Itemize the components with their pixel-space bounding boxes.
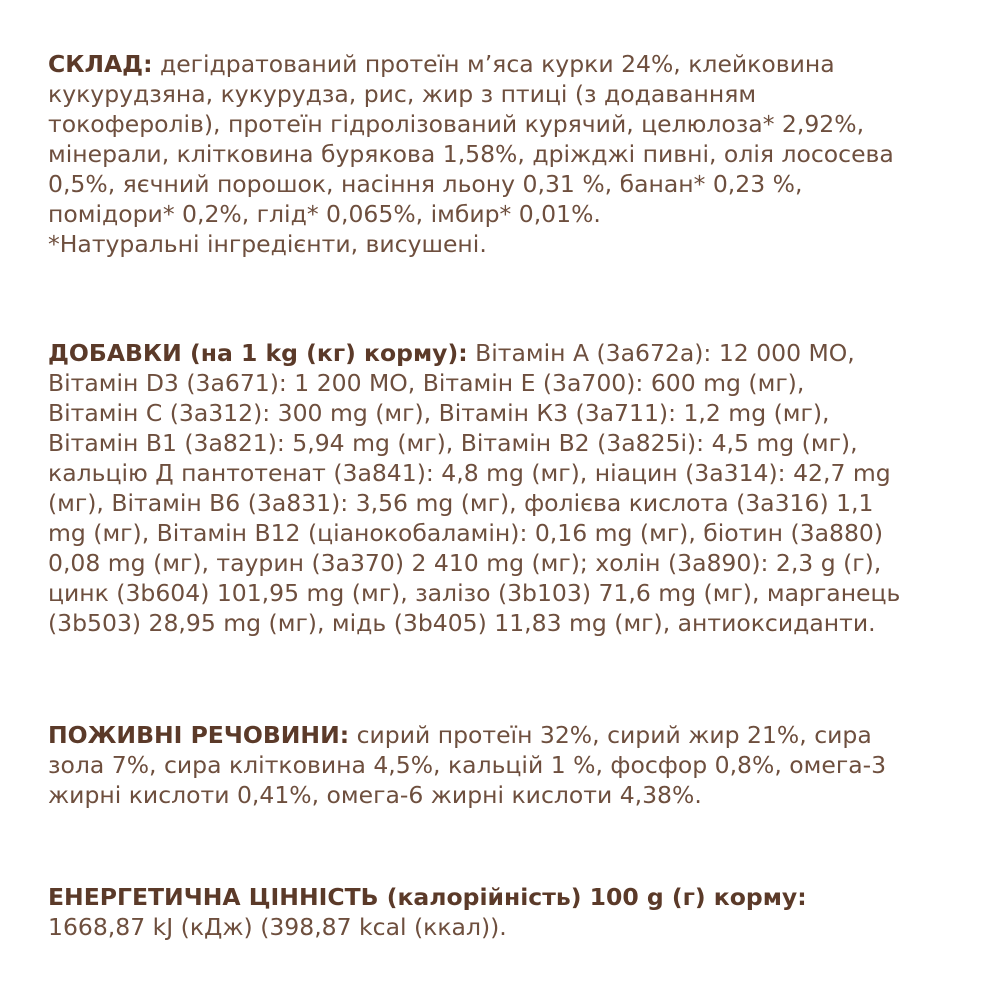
additives-line-7: mg (мг), Вітамін В12 (ціанокобаламін): 0,16 mg (мг), біотин (3a880) (48, 519, 884, 547)
additives-text: Вітамін А (3a672a): 12 000 МО, (467, 339, 855, 367)
additives-heading: ДОБАВКИ (на 1 kg (кг) корму): (48, 339, 468, 367)
composition-footnote: *Натуральні інгредієнти, висушені. (48, 230, 487, 258)
additives-line-9: цинк (3b604) 101,95 mg (мг), залізо (3b103) 71,6 mg (мг), марганець (48, 579, 901, 607)
composition-heading: СКЛАД: (48, 50, 153, 78)
composition-line-5: 0,5%, яєчний порошок, насіння льону 0,31 %, банан* 0,23 %, (48, 170, 803, 198)
additives-line-10: (3b503) 28,95 mg (мг), мідь (3b405) 11,83 mg (мг), антиоксиданти. (48, 609, 876, 637)
additives-section (48, 338, 963, 638)
composition-line-2: кукурудзяна, кукурудза, рис, жир з птиці (з додаванням (48, 80, 757, 108)
additives-line-6: (мг), Вітамін В6 (3a831): 3,56 mg (мг), фолієва кислота (3a316) 1,1 (48, 489, 874, 517)
composition-line-1 (48, 49, 963, 79)
nutrients-heading: ПОЖИВНІ РЕЧОВИНИ: (48, 721, 350, 749)
additives-line-8: 0,08 mg (мг), таурин (3a370) 2 410 mg (мг); холін (3a890): 2,3 g (г), (48, 549, 882, 577)
composition-text: дегідратований протеїн м’яса курки 24%, клейковина (152, 50, 835, 78)
energy-section (48, 882, 963, 942)
nutrients-line-1 (48, 720, 963, 750)
composition-line-3: токоферолів), протеїн гідролізований курячий, целюлоза* 2,92%, (48, 110, 865, 138)
composition-line-6: помідори* 0,2%, глід* 0,065%, імбир* 0,01%. (48, 200, 601, 228)
energy-value: 1668,87 kJ (кДж) (398,87 kcal (ккал)). (48, 913, 507, 941)
additives-line-2: Вітамін D3 (3a671): 1 200 МО, Вітамін Е (3a700): 600 mg (мг), (48, 369, 805, 397)
additives-line-1 (48, 338, 963, 368)
composition-line-4: мінерали, клітковина бурякова 1,58%, дріжджі пивні, олія лососева (48, 140, 894, 168)
nutrients-section (48, 720, 963, 810)
nutrients-line-3: жирні кислоти 0,41%, омега-6 жирні кислоти 4,38%. (48, 781, 702, 809)
nutrients-text: сирий протеїн 32%, сирий жир 21%, сира (349, 721, 872, 749)
additives-line-5: кальцію Д пантотенат (3a841): 4,8 mg (мг), ніацин (3a314): 42,7 mg (48, 459, 891, 487)
composition-section (48, 49, 963, 259)
additives-line-4: Вітамін В1 (3a821): 5,94 mg (мг), Вітамін В2 (3a825i): 4,5 mg (мг), (48, 429, 858, 457)
energy-heading: ЕНЕРГЕТИЧНА ЦІННІСТЬ (калорійність) 100 g (г) корму: (48, 883, 807, 911)
nutrients-line-2: зола 7%, сира клітковина 4,5%, кальцій 1 %, фосфор 0,8%, омега-3 (48, 751, 887, 779)
additives-line-3: Вітамін С (3a312): 300 mg (мг), Вітамін К3 (3a711): 1,2 mg (мг), (48, 399, 830, 427)
